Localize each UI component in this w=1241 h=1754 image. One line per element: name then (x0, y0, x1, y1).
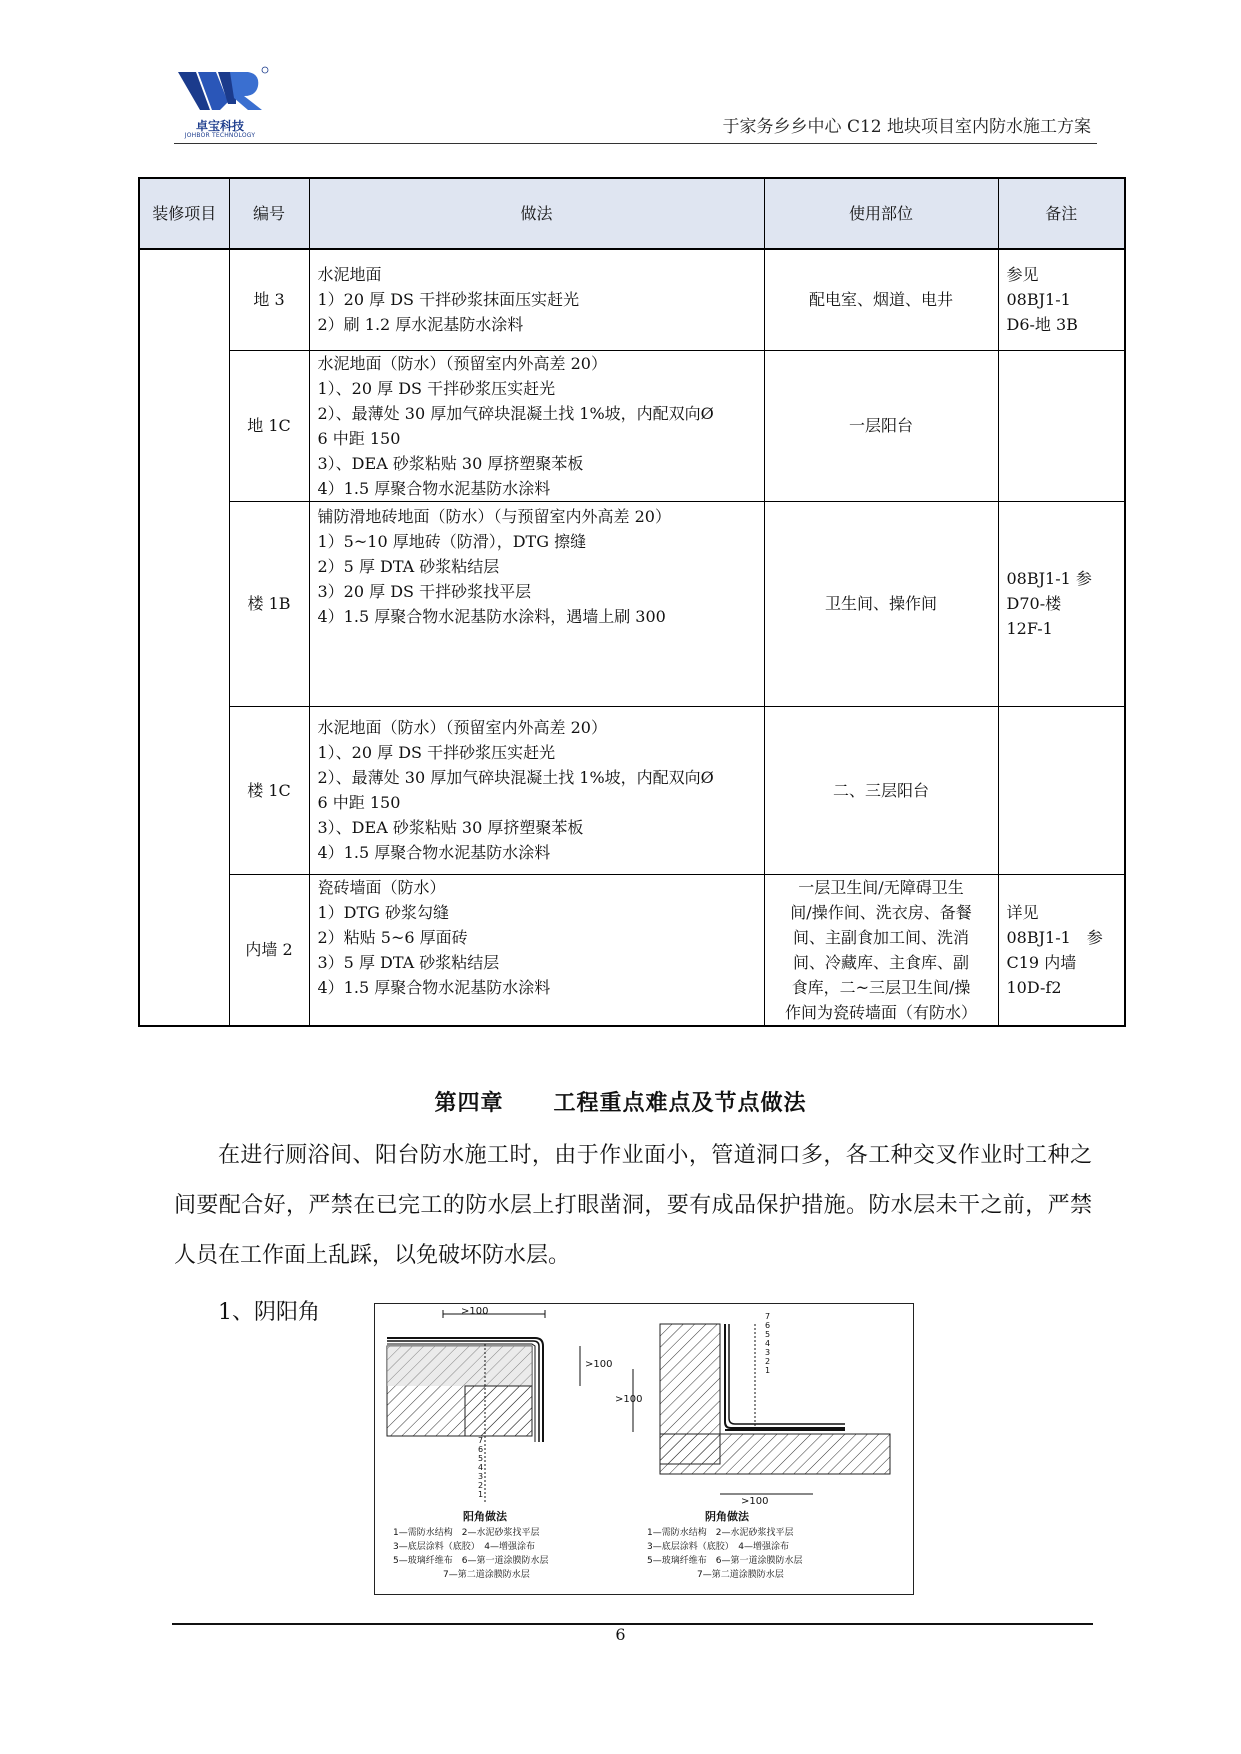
chapter-number: 第四章 (434, 1090, 504, 1116)
right-dimension-side: >100 (615, 1394, 643, 1405)
usage-cell: 卫生间、操作间 (764, 501, 998, 706)
method-cell: 铺防滑地砖地面（防水）（与预留室内外高差 20） 1）5~10 厚地砖（防滑），DTG 擦缝 2）5 厚 DTA 砂浆粘结层 3）20 厚 DS 干拌砂浆找平层 4）1.5 厚聚合物水泥基防水涂料，遇墙上刷 300 (309, 501, 764, 706)
header-divider (174, 143, 1097, 144)
internal-corner-drawing (633, 1324, 890, 1494)
page-number: 6 (615, 1625, 626, 1644)
chapter-heading (0, 1086, 1241, 1117)
col-header-method: 做法 (309, 178, 764, 249)
right-layer-numbers: 7 6 5 4 3 2 1 (765, 1312, 771, 1375)
usage-cell: 二、三层阳台 (764, 706, 998, 874)
left-dimension-side: >100 (585, 1359, 613, 1370)
method-cell: 水泥地面（防水）（预留室内外高差 20） 1）、20 厚 DS 干拌砂浆压实赶光 2）、最薄处 30 厚加气碎块混凝土找 1%坡，内配双向Ø 6 中距 150 3）、DEA 砂浆粘贴 30 厚挤塑聚苯板 4）1.5 厚聚合物水泥基防水涂料 (309, 706, 764, 874)
left-dimension-top: >100 (461, 1306, 489, 1317)
right-figure-title: 阴角做法 (705, 1510, 749, 1523)
body-paragraph: 在进行厕浴间、阳台防水施工时，由于作业面小，管道洞口多，各工种交叉作业时工种之间要配合好，严禁在已完工的防水层上打眼凿洞，要有成品保护措施。防水层未干之前，严禁人员在工作面上乱踩，以免破坏防水层。 (174, 1143, 1092, 1268)
table-row (139, 350, 1125, 501)
method-cell: 水泥地面（防水）（预留室内外高差 20） 1）、20 厚 DS 干拌砂浆压实赶光 2）、最薄处 30 厚加气碎块混凝土找 1%坡，内配双向Ø 6 中距 150 3）、DEA 砂浆粘贴 30 厚挤塑聚苯板 4）1.5 厚聚合物水泥基防水涂料 (309, 350, 764, 501)
remark-cell (998, 706, 1125, 874)
table-row (139, 874, 1125, 1026)
table-row (139, 249, 1125, 350)
document-header-title: 于家务乡乡中心 C12 地块项目室内防水施工方案 (722, 117, 1091, 137)
remark-cell: 参见 08BJ1-1 D6-地 3B (998, 249, 1125, 350)
table-header-row (139, 178, 1125, 249)
table-row (139, 501, 1125, 706)
method-cell: 瓷砖墙面（防水） 1）DTG 砂浆勾缝 2）粘贴 5~6 厚面砖 3）5 厚 DTA 砂浆粘结层 4）1.5 厚聚合物水泥基防水涂料 (309, 874, 764, 1026)
col-header-usage: 使用部位 (764, 178, 998, 249)
usage-cell: 配电室、烟道、电井 (764, 249, 998, 350)
col-header-code: 编号 (229, 178, 309, 249)
left-layer-numbers: 7 6 5 4 3 2 1 (478, 1436, 484, 1499)
usage-cell: 一层阳台 (764, 350, 998, 501)
remark-cell: 详见 08BJ1-1 参 C19 内墙 10D-f2 (998, 874, 1125, 1026)
chapter-title: 工程重点难点及节点做法 (553, 1090, 807, 1116)
code-cell: 楼 1C (229, 706, 309, 874)
code-cell: 楼 1B (229, 501, 309, 706)
code-cell: 地 1C (229, 350, 309, 501)
remark-cell (998, 350, 1125, 501)
table-row (139, 706, 1125, 874)
logo-company-subtitle: JOHBOR TECHNOLOGY (184, 132, 256, 139)
logo-company-name: 卓宝科技 (195, 119, 244, 133)
code-cell: 地 3 (229, 249, 309, 350)
external-corner-drawing (387, 1310, 580, 1504)
method-cell: 水泥地面 1）20 厚 DS 干拌砂浆抹面压实赶光 2）刷 1.2 厚水泥基防水涂料 (309, 249, 764, 350)
left-figure-legend: 1—需防水结构 2—水泥砂浆找平层 3—底层涂料（底胶） 4—增强涂布 5—玻璃纤维布 6—第一道涂膜防水层 7—第二道涂膜防水层 (393, 1528, 549, 1580)
right-figure-legend: 1—需防水结构 2—水泥砂浆找平层 3—底层涂料（底胶） 4—增强涂布 5—玻璃纤维布 6—第一道涂膜防水层 7—第二道涂膜防水层 (647, 1528, 803, 1580)
left-figure-title: 阳角做法 (463, 1510, 507, 1523)
col-header-remark: 备注 (998, 178, 1125, 249)
right-dimension-bottom: >100 (741, 1496, 769, 1507)
item-cell (139, 249, 229, 1026)
finish-spec-table (138, 177, 1126, 1027)
corner-detail-figure (374, 1303, 914, 1595)
remark-cell: 08BJ1-1 参 D70-楼 12F-1 (998, 501, 1125, 706)
usage-cell: 一层卫生间/无障碍卫生 间/操作间、洗衣房、备餐 间、主副食加工间、洗消 间、冷藏库、主食库、副 食库，二~三层卫生间/操 作间为瓷砖墙面（有防水） (764, 874, 998, 1026)
col-header-item: 装修项目 (139, 178, 229, 249)
section-title: 1、阴阳角 (218, 1300, 320, 1325)
code-cell: 内墙 2 (229, 874, 309, 1026)
